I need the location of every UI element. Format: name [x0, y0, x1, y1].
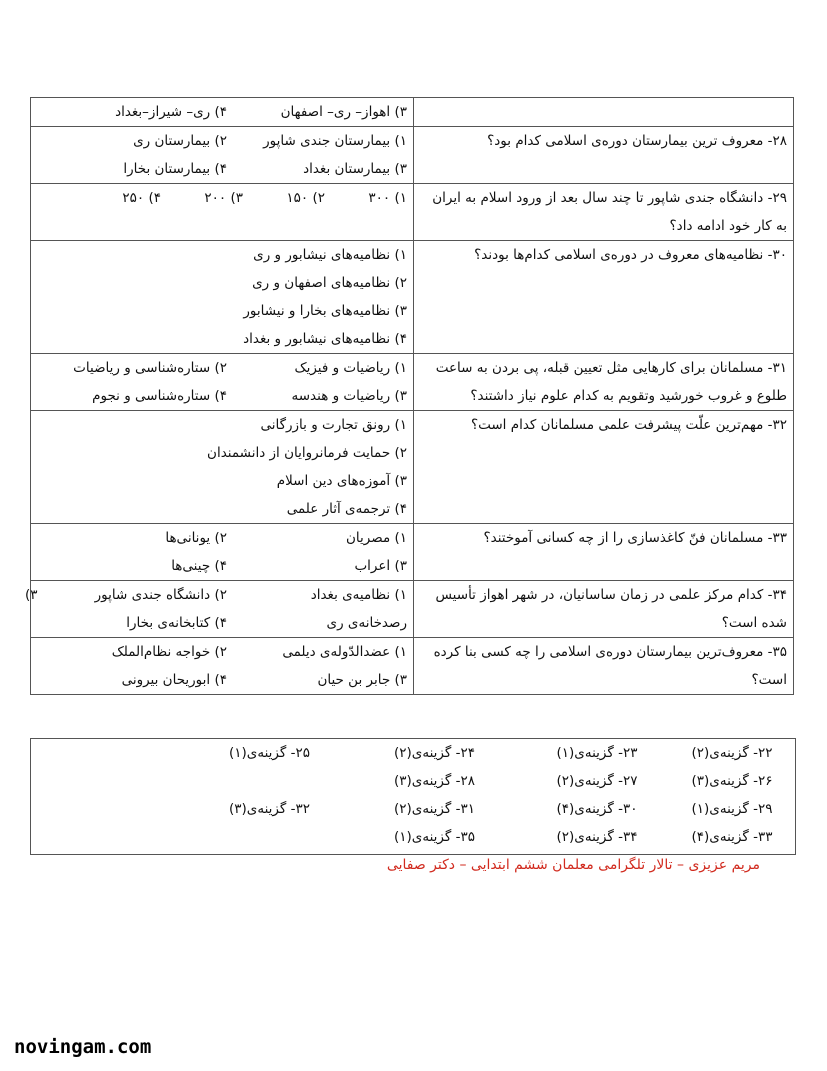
option: ۱) رونق تجارت و بازرگانی	[260, 417, 407, 433]
option: ۱) ۳۰۰	[368, 190, 407, 206]
question-label: ۳۴- کدام مرکز علمی در زمان ساسانیان، در شهر اهواز تأسیس شده است؟	[435, 587, 787, 631]
question-label: ۳۲- مهم‌ترین علّت پیشرفت علمی مسلمانان کدام است؟	[470, 417, 787, 433]
answer-row	[31, 739, 795, 767]
option: ۴) ترجمه‌ی آثار علمی	[286, 501, 407, 517]
answer-cell: ۲۲- گزینه‌ی(۲)	[691, 745, 773, 761]
option: ۳) بیمارستان بغداد	[303, 161, 407, 177]
question-text	[414, 98, 794, 127]
question-label: ۳۱- مسلمانان برای کارهایی مثل تعیین قبله، پی بردن به ساعت طلوع و غروب خورشید وتقویم به کدام علوم نیاز داشتند؟	[435, 360, 787, 404]
answer-key	[30, 738, 796, 855]
option: ۲) نظامیه‌های اصفهان و ری	[252, 275, 407, 291]
question-row	[31, 524, 794, 581]
question-text	[414, 411, 794, 524]
option: ۲) خواجه نظام‌الملک	[111, 644, 227, 660]
answer-row	[31, 823, 795, 851]
option: ۴) کتابخانه‌ی بخارا	[126, 615, 227, 631]
question-options	[31, 354, 414, 411]
option: ۲) یونانی‌ها	[165, 530, 227, 546]
option: ۳) اهواز– ری– اصفهان	[280, 104, 407, 120]
question-label: ۳۳- مسلمانان فنّ کاغذسازی را از چه کسانی آموختند؟	[483, 530, 787, 546]
answer-cell: ۳۵- گزینه‌ی(۱)	[393, 829, 475, 845]
option: ۴) ابوریحان بیرونی	[121, 672, 227, 688]
question-options	[31, 98, 414, 127]
site-watermark: novingam.com	[14, 1036, 152, 1058]
option-line	[37, 155, 407, 183]
question-row	[31, 241, 794, 354]
option: ۳) جابر بن حیان	[317, 672, 407, 688]
question-text	[414, 354, 794, 411]
option: ۱) نظامیه‌ی بغداد	[310, 587, 407, 603]
option-line	[37, 98, 407, 126]
answer-cell: ۳۳- گزینه‌ی(۴)	[691, 829, 773, 845]
option: ۴) نظامیه‌های نیشابور و بغداد	[243, 331, 407, 347]
option: ۱) عضدالدّوله‌ی دیلمی	[282, 644, 407, 660]
option: ۳) نظامیه‌های بخارا و نیشابور	[243, 303, 407, 319]
option: ۱) مصریان	[346, 530, 407, 546]
question-label: ۲۸- معروف ترین بیمارستان دوره‌ی اسلامی کدام بود؟	[487, 133, 787, 149]
question-text	[414, 184, 794, 241]
option: ۴) چینی‌ها	[171, 558, 227, 574]
question-row	[31, 638, 794, 695]
answer-cell: ۳۲- گزینه‌ی(۳)	[228, 801, 310, 817]
questions-table	[25, 97, 794, 695]
option: ۲) حمایت فرمانروایان از دانشمندان	[207, 445, 407, 461]
option-line	[37, 638, 407, 666]
question-row	[31, 354, 794, 411]
answer-cell: ۲۷- گزینه‌ی(۲)	[556, 773, 638, 789]
question-options	[31, 184, 414, 241]
answer-cell: ۲۶- گزینه‌ی(۳)	[691, 773, 773, 789]
option: ۲) ۱۵۰	[286, 190, 325, 206]
option: ۱) نظامیه‌های نیشابور و ری	[253, 247, 407, 263]
answer-cell: ۳۱- گزینه‌ی(۲)	[393, 801, 475, 817]
question-row	[31, 98, 794, 127]
question-options	[31, 638, 414, 695]
option: ۱) بیمارستان جندی شاپور	[263, 133, 407, 149]
question-options	[31, 127, 414, 184]
option-line	[37, 609, 407, 637]
option-line	[37, 382, 407, 410]
option: ۳) ۲۰۰	[204, 190, 243, 206]
answer-cell: ۳۰- گزینه‌ی(۴)	[556, 801, 638, 817]
option-line	[37, 127, 407, 155]
question-text	[414, 127, 794, 184]
footer-credit: مریم عزیزی – تالار تلگرامی معلمان ششم ابتدایی – دکتر صفایی	[386, 857, 760, 873]
question-row	[31, 411, 794, 524]
answer-cell: ۲۸- گزینه‌ی(۳)	[393, 773, 475, 789]
answer-row	[31, 795, 795, 823]
option-line	[37, 184, 407, 212]
option: ۴) ری– شیراز–بغداد	[115, 104, 227, 120]
question-label: ۳۵- معروف‌ترین بیمارستان دوره‌ی اسلامی را چه کسی بنا کرده است؟	[433, 644, 787, 688]
option: ۱) ریاضیات و فیزیک	[294, 360, 407, 376]
question-options	[31, 241, 414, 354]
option: ۲) ستاره‌شناسی و ریاضیات	[73, 360, 227, 376]
option-line	[37, 524, 407, 552]
option: ۴) ۲۵۰	[122, 190, 161, 206]
answer-cell	[187, 767, 352, 795]
question-label: ۳۰- نظامیه‌های معروف در دوره‌ی اسلامی کدام‌ها بودند؟	[474, 247, 787, 263]
answer-cell: ۳۴- گزینه‌ی(۲)	[556, 829, 638, 845]
question-text	[414, 241, 794, 354]
question-text	[414, 638, 794, 695]
question-options	[31, 411, 414, 524]
question-options	[25, 581, 414, 638]
option: ۲) دانشگاه جندی شاپور	[94, 587, 227, 603]
option: ۲) بیمارستان ری	[133, 133, 227, 149]
answer-cell: ۲۵- گزینه‌ی(۱)	[228, 745, 310, 761]
option: ۴) بیمارستان بخارا	[123, 161, 227, 177]
question-options	[31, 524, 414, 581]
option-line	[37, 666, 407, 694]
option: ۴) ستاره‌شناسی و نجوم	[92, 388, 227, 404]
answer-cell	[187, 823, 352, 851]
question-text	[414, 524, 794, 581]
answer-row	[31, 767, 795, 795]
option: ۳) اعراب	[354, 558, 407, 574]
question-row	[31, 184, 794, 241]
answer-cell: ۲۹- گزینه‌ی(۱)	[691, 801, 773, 817]
option: رصدخانه‌ی ری	[326, 615, 407, 631]
option-line	[25, 581, 407, 609]
option-overflow: ۳)	[25, 587, 38, 603]
option: ۳) ریاضیات و هندسه	[291, 388, 407, 404]
option-line	[37, 354, 407, 382]
question-text	[414, 581, 794, 638]
question-row	[31, 127, 794, 184]
answer-cell: ۲۴- گزینه‌ی(۲)	[393, 745, 475, 761]
answer-cell: ۲۳- گزینه‌ی(۱)	[556, 745, 638, 761]
question-row	[31, 581, 794, 638]
option: ۳) آموزه‌های دین اسلام	[276, 473, 407, 489]
question-label: ۲۹- دانشگاه جندی شاپور تا چند سال بعد از ورود اسلام به ایران به کار خود ادامه داد؟	[432, 190, 787, 234]
option-line	[37, 552, 407, 580]
